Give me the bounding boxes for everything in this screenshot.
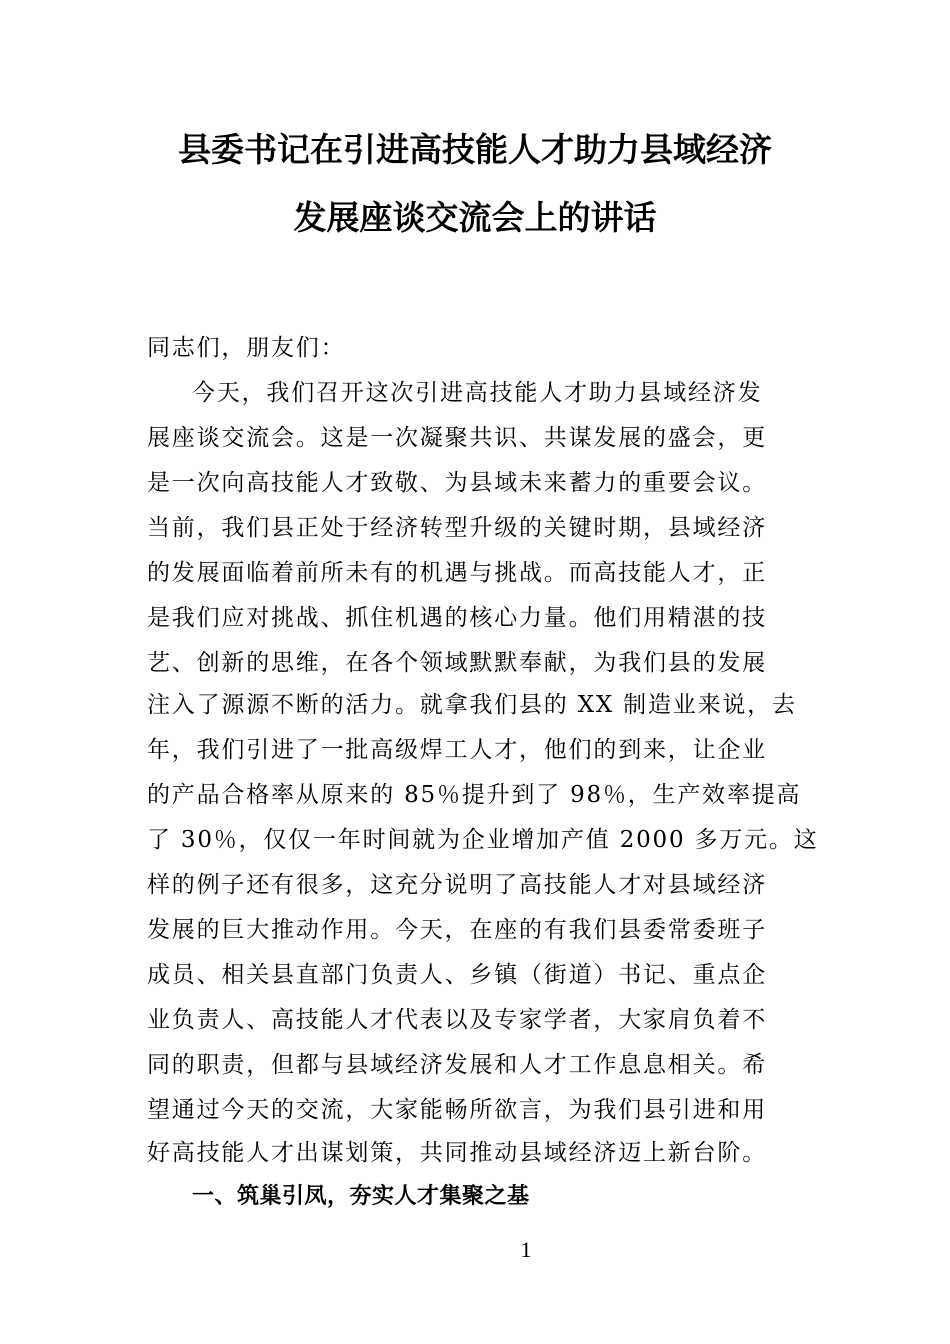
document-title-line-1: 县委书记在引进高技能人才助力县域经济 [178,130,772,169]
paragraph-line: 了 30％，仅仅一年时间就为企业增加产值 2000 多万元。这 [147,827,819,853]
salutation: 同志们，朋友们： [147,335,346,361]
paragraph-line: 今天，我们召开这次引进高技能人才助力县域经济发 [192,380,763,406]
paragraph-line: 当前，我们县正处于经济转型升级的关键时期，县域经济 [147,515,767,541]
paragraph-line: 样的例子还有很多，这充分说明了高技能人才对县域经济 [147,872,767,898]
paragraph-line: 的发展面临着前所未有的机遇与挑战。而高技能人才，正 [147,560,767,586]
paragraph-line: 展座谈交流会。这是一次凝聚共识、共谋发展的盛会，更 [147,425,767,451]
paragraph-line: 年，我们引进了一批高级焊工人才，他们的到来，让企业 [147,737,767,763]
paragraph-line: 艺、创新的思维，在各个领域默默奉献，为我们县的发展 [147,650,767,676]
section-heading: 一、筑巢引凤，夯实人才集聚之基 [192,1184,530,1209]
document-title-line-2: 发展座谈交流会上的讲话 [293,198,657,237]
paragraph-line: 同的职责，但都与县域经济发展和人才工作息息相关。希 [147,1052,767,1078]
paragraph-line: 望通过今天的交流，大家能畅所欲言，为我们县引进和用 [147,1097,767,1123]
page-number: 1 [520,1237,532,1262]
paragraph-line: 好高技能人才出谋划策，共同推动县域经济迈上新台阶。 [147,1140,767,1166]
paragraph-line: 成员、相关县直部门负责人、乡镇（街道）书记、重点企 [147,962,767,988]
paragraph-line: 的产品合格率从原来的 85％提升到了 98％，生产效率提高 [147,782,802,808]
paragraph-line: 业负责人、高技能人才代表以及专家学者，大家肩负着不 [147,1007,767,1033]
paragraph-line: 是我们应对挑战、抓住机遇的核心力量。他们用精湛的技 [147,605,767,631]
paragraph-line: 注入了源源不断的活力。就拿我们县的 XX 制造业来说，去 [147,692,797,718]
paragraph-line: 发展的巨大推动作用。今天，在座的有我们县委常委班子 [147,917,767,943]
paragraph-line: 是一次向高技能人才致敬、为县域未来蓄力的重要会议。 [147,470,767,496]
